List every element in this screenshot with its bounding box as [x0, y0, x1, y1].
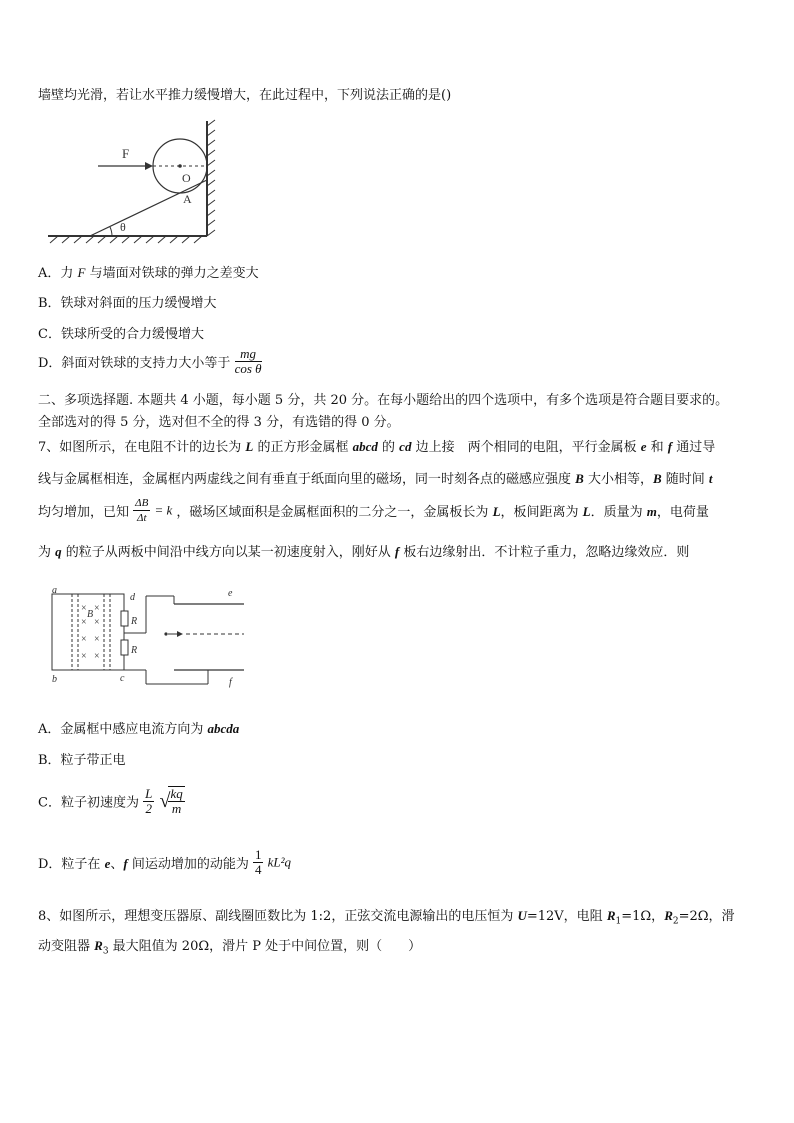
- section2-line2: 全部选对的得 5 分，选对但不全的得 3 分，有选错的得 0 分。: [38, 415, 400, 430]
- field-cross: ×: [81, 603, 87, 614]
- q7-line4: 为 q 的粒子从两板中间沿中线方向以某一初速度射入，刚好从 f 板右边缘射出．不计粒子重力，忽略边缘效应．则: [38, 544, 690, 560]
- q7-option-d: D．粒子在 e、f 间运动增加的动能为 $\frac{1}{4}$ kL²q: [38, 847, 292, 877]
- sqrt-kq-m: √: [159, 789, 171, 812]
- field-cross: ×: [94, 651, 100, 662]
- q6-option-a: A．力 F 与墙面对铁球的弹力之差变大: [38, 265, 259, 281]
- field-cross: ×: [81, 634, 87, 645]
- q8-line2: 动变阻器 $R_3$ 最大阻值为 20Ω，滑片 P 处于中间位置，则（ ）: [38, 938, 422, 957]
- q7-option-c: C．粒子初速度为 $\frac{L}{2}$ √ $\frac{kq}{m}$: [38, 785, 183, 816]
- q7-option-a: A．金属框中感应电流方向为 abcda: [38, 721, 240, 737]
- field-cross: ×: [94, 603, 100, 614]
- fraction-kq-m: $\frac{kq}{m}$: [170, 786, 183, 816]
- label-b-corner: b: [52, 674, 57, 685]
- label-b-field: B: [87, 609, 94, 620]
- label-o: O: [182, 171, 191, 185]
- label-f-plate: f: [229, 677, 232, 688]
- label-e-plate: e: [228, 588, 233, 599]
- q6-option-c: C．铁球所受的合力缓慢增大: [38, 327, 204, 342]
- q7-option-b: B．粒子带正电: [38, 753, 126, 768]
- fraction-l-2: $\frac{L}{2}$: [145, 785, 153, 816]
- q7-line3: 均匀增加，已知 $\frac{\Delta B}{\Delta t}$ = k ，磁场区域面积是金属框面积的二分之一，金属板长为 L，板间距离为 L．质量为 m，电荷量: [38, 497, 709, 524]
- q7-line1: 7、如图所示，在电阻不计的边长为 L 的正方形金属框 abcd 的 cd 边上接 两个相同的电阻，平行金属板 e 和 f 通过导: [38, 439, 716, 455]
- label-r1: R: [131, 616, 138, 627]
- section2-line1: 二、多项选择题. 本题共 4 小题，每小题 5 分，共 20 分。在每小题给出的四个选项中，有多个选项是符合题目要求的。: [38, 393, 729, 408]
- q7-figure: [46, 584, 256, 692]
- label-c-corner: c: [120, 673, 125, 684]
- fraction-mg-cos: $\frac{mg}{\text{cos θ}}$: [234, 346, 262, 376]
- q8-line1: 8、如图所示，理想变压器原、副线圈匝数比为 1:2，正弦交流电源输出的电压恒为 U=12V，电阻 $R_1=1\Omega$，$R_2=2\Omega$，滑: [38, 908, 735, 927]
- fraction-1-4: $\frac{1}{4}$: [254, 847, 262, 877]
- label-r2: R: [131, 645, 138, 656]
- q6-option-b: B．铁球对斜面的压力缓慢增大: [38, 296, 217, 311]
- field-cross: ×: [81, 651, 87, 662]
- label-theta: θ: [120, 220, 126, 234]
- q6-option-d: D．斜面对铁球的支持力大小等于 $\frac{mg}{\text{cos θ}}$: [38, 346, 262, 376]
- q6-stem-tail: 墙壁均光滑，若让水平推力缓慢增大，在此过程中，下列说法正确的是(): [38, 88, 452, 103]
- q7-line2: 线与金属框相连，金属框内两虚线之间有垂直于纸面向里的磁场，同一时刻各点的磁感应强度 B 大小相等，B 随时间 t: [38, 471, 713, 487]
- field-cross: ×: [94, 617, 100, 628]
- fraction-db-dt: $\frac{\Delta B}{\Delta t}$: [135, 497, 149, 524]
- label-a: A: [183, 192, 192, 206]
- label-f: F: [122, 146, 130, 161]
- label-a-corner: a: [52, 585, 57, 596]
- q6-figure: [40, 118, 230, 244]
- label-d-corner: d: [130, 592, 135, 603]
- field-cross: ×: [94, 634, 100, 645]
- field-cross: ×: [81, 617, 87, 628]
